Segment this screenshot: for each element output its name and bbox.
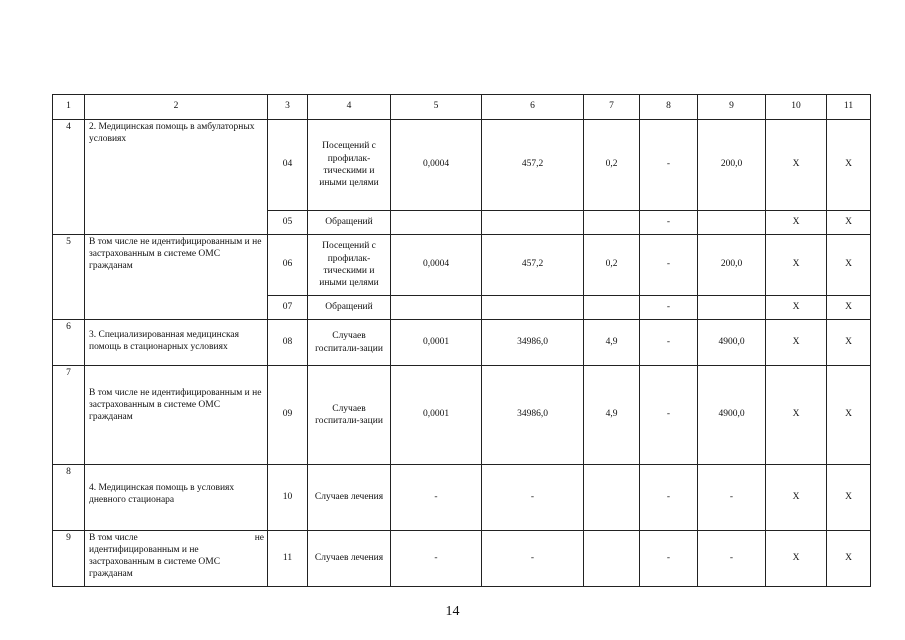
row-description: В том числе не идентифицированным и не застрахованным в системе ОМС гражданам [85, 366, 268, 465]
row-description: В том числе не идентифицированным и не застрахованным в системе ОМС гражданам [85, 235, 268, 320]
cell-c11: Х [827, 296, 871, 320]
table-row [53, 235, 871, 296]
cell-c9: - [698, 465, 766, 531]
cell-c5: - [391, 465, 482, 531]
col-header: 1 [53, 95, 85, 120]
row-unit: Обращений [308, 296, 391, 320]
row-description-rest: идентифицированным и не застрахованным в системе ОМС гражданам [89, 544, 221, 579]
cell-c5: 0,0001 [391, 320, 482, 366]
cell-c6: 34986,0 [482, 320, 584, 366]
cell-c6: 34986,0 [482, 366, 584, 465]
row-description-first-line [89, 533, 264, 545]
cell-c8: - [640, 366, 698, 465]
cell-c8: - [640, 235, 698, 296]
page-number: 14 [445, 604, 460, 619]
cell-c7: 4,9 [584, 366, 640, 465]
cell-c9: 200,0 [698, 235, 766, 296]
cell-c7: 0,2 [584, 235, 640, 296]
cell-c6: - [482, 465, 584, 531]
row-number: 9 [53, 531, 85, 587]
col-header: 7 [584, 95, 640, 120]
col-header: 5 [391, 95, 482, 120]
row-unit: Случаев госпитали-зации [308, 366, 391, 465]
cell-c8: - [640, 296, 698, 320]
row-description: 4. Медицинская помощь в условиях дневного стационара [85, 465, 268, 531]
cell-c11: Х [827, 211, 871, 235]
row-code: 08 [268, 320, 308, 366]
row-unit: Случаев госпитали-зации [308, 320, 391, 366]
cell-c11: Х [827, 235, 871, 296]
row-description: 3. Специализированная медицинская помощь в стационарных условиях [85, 320, 268, 366]
row-description [85, 531, 268, 587]
cell-c8: - [640, 531, 698, 587]
header-row [53, 95, 871, 120]
col-header: 8 [640, 95, 698, 120]
cell-c11: Х [827, 465, 871, 531]
row-unit: Случаев лечения [308, 465, 391, 531]
cell-c5: 0,0004 [391, 120, 482, 211]
cell-c6 [482, 211, 584, 235]
cell-c5: 0,0001 [391, 366, 482, 465]
cell-c5 [391, 296, 482, 320]
table-row [53, 320, 871, 366]
row-code: 11 [268, 531, 308, 587]
cell-c7 [584, 465, 640, 531]
cell-c10: Х [766, 211, 827, 235]
row-code: 06 [268, 235, 308, 296]
row-unit: Посещений с профилак-тическими и иными целями [308, 120, 391, 211]
cell-c5 [391, 211, 482, 235]
cell-c10: Х [766, 366, 827, 465]
row-number: 7 [53, 366, 85, 465]
cell-c8: - [640, 211, 698, 235]
cell-c10: Х [766, 296, 827, 320]
cell-c5: 0,0004 [391, 235, 482, 296]
row-code: 10 [268, 465, 308, 531]
cell-c11: Х [827, 320, 871, 366]
cell-c10: Х [766, 320, 827, 366]
row-unit: Посещений с профилак-тическими и иными целями [308, 235, 391, 296]
row-number: 6 [53, 320, 85, 366]
cell-c6: 457,2 [482, 235, 584, 296]
row-code: 07 [268, 296, 308, 320]
cell-c5: - [391, 531, 482, 587]
cell-c9 [698, 296, 766, 320]
row-description: 2. Медицинская помощь в амбулаторных условиях [85, 120, 268, 235]
table-row [53, 120, 871, 211]
table-row [53, 366, 871, 465]
cell-c9: - [698, 531, 766, 587]
cell-c6 [482, 296, 584, 320]
cell-c7 [584, 296, 640, 320]
cell-c10: Х [766, 465, 827, 531]
cell-c10: Х [766, 235, 827, 296]
row-unit: Случаев лечения [308, 531, 391, 587]
cell-c11: Х [827, 366, 871, 465]
table-row [53, 531, 871, 587]
cell-c9 [698, 211, 766, 235]
cell-c11: Х [827, 531, 871, 587]
cell-c7 [584, 211, 640, 235]
row-description-end: не [254, 533, 264, 543]
col-header: 10 [766, 95, 827, 120]
cell-c7 [584, 531, 640, 587]
cell-c8: - [640, 465, 698, 531]
col-header: 11 [827, 95, 871, 120]
col-header: 9 [698, 95, 766, 120]
cell-c9: 4900,0 [698, 366, 766, 465]
cell-c9: 200,0 [698, 120, 766, 211]
row-code: 04 [268, 120, 308, 211]
row-code: 09 [268, 366, 308, 465]
row-description-start: В том числе [89, 533, 138, 543]
row-number: 4 [53, 120, 85, 235]
cell-c10: Х [766, 120, 827, 211]
data-table [52, 94, 871, 587]
cell-c9: 4900,0 [698, 320, 766, 366]
cell-c6: - [482, 531, 584, 587]
cell-c11: Х [827, 120, 871, 211]
cell-c6: 457,2 [482, 120, 584, 211]
cell-c7: 0,2 [584, 120, 640, 211]
table-row [53, 465, 871, 531]
col-header: 2 [85, 95, 268, 120]
row-unit: Обращений [308, 211, 391, 235]
cell-c7: 4,9 [584, 320, 640, 366]
col-header: 3 [268, 95, 308, 120]
row-number: 5 [53, 235, 85, 320]
col-header: 6 [482, 95, 584, 120]
cell-c8: - [640, 120, 698, 211]
cell-c8: - [640, 320, 698, 366]
col-header: 4 [308, 95, 391, 120]
row-number: 8 [53, 465, 85, 531]
row-code: 05 [268, 211, 308, 235]
cell-c10: Х [766, 531, 827, 587]
